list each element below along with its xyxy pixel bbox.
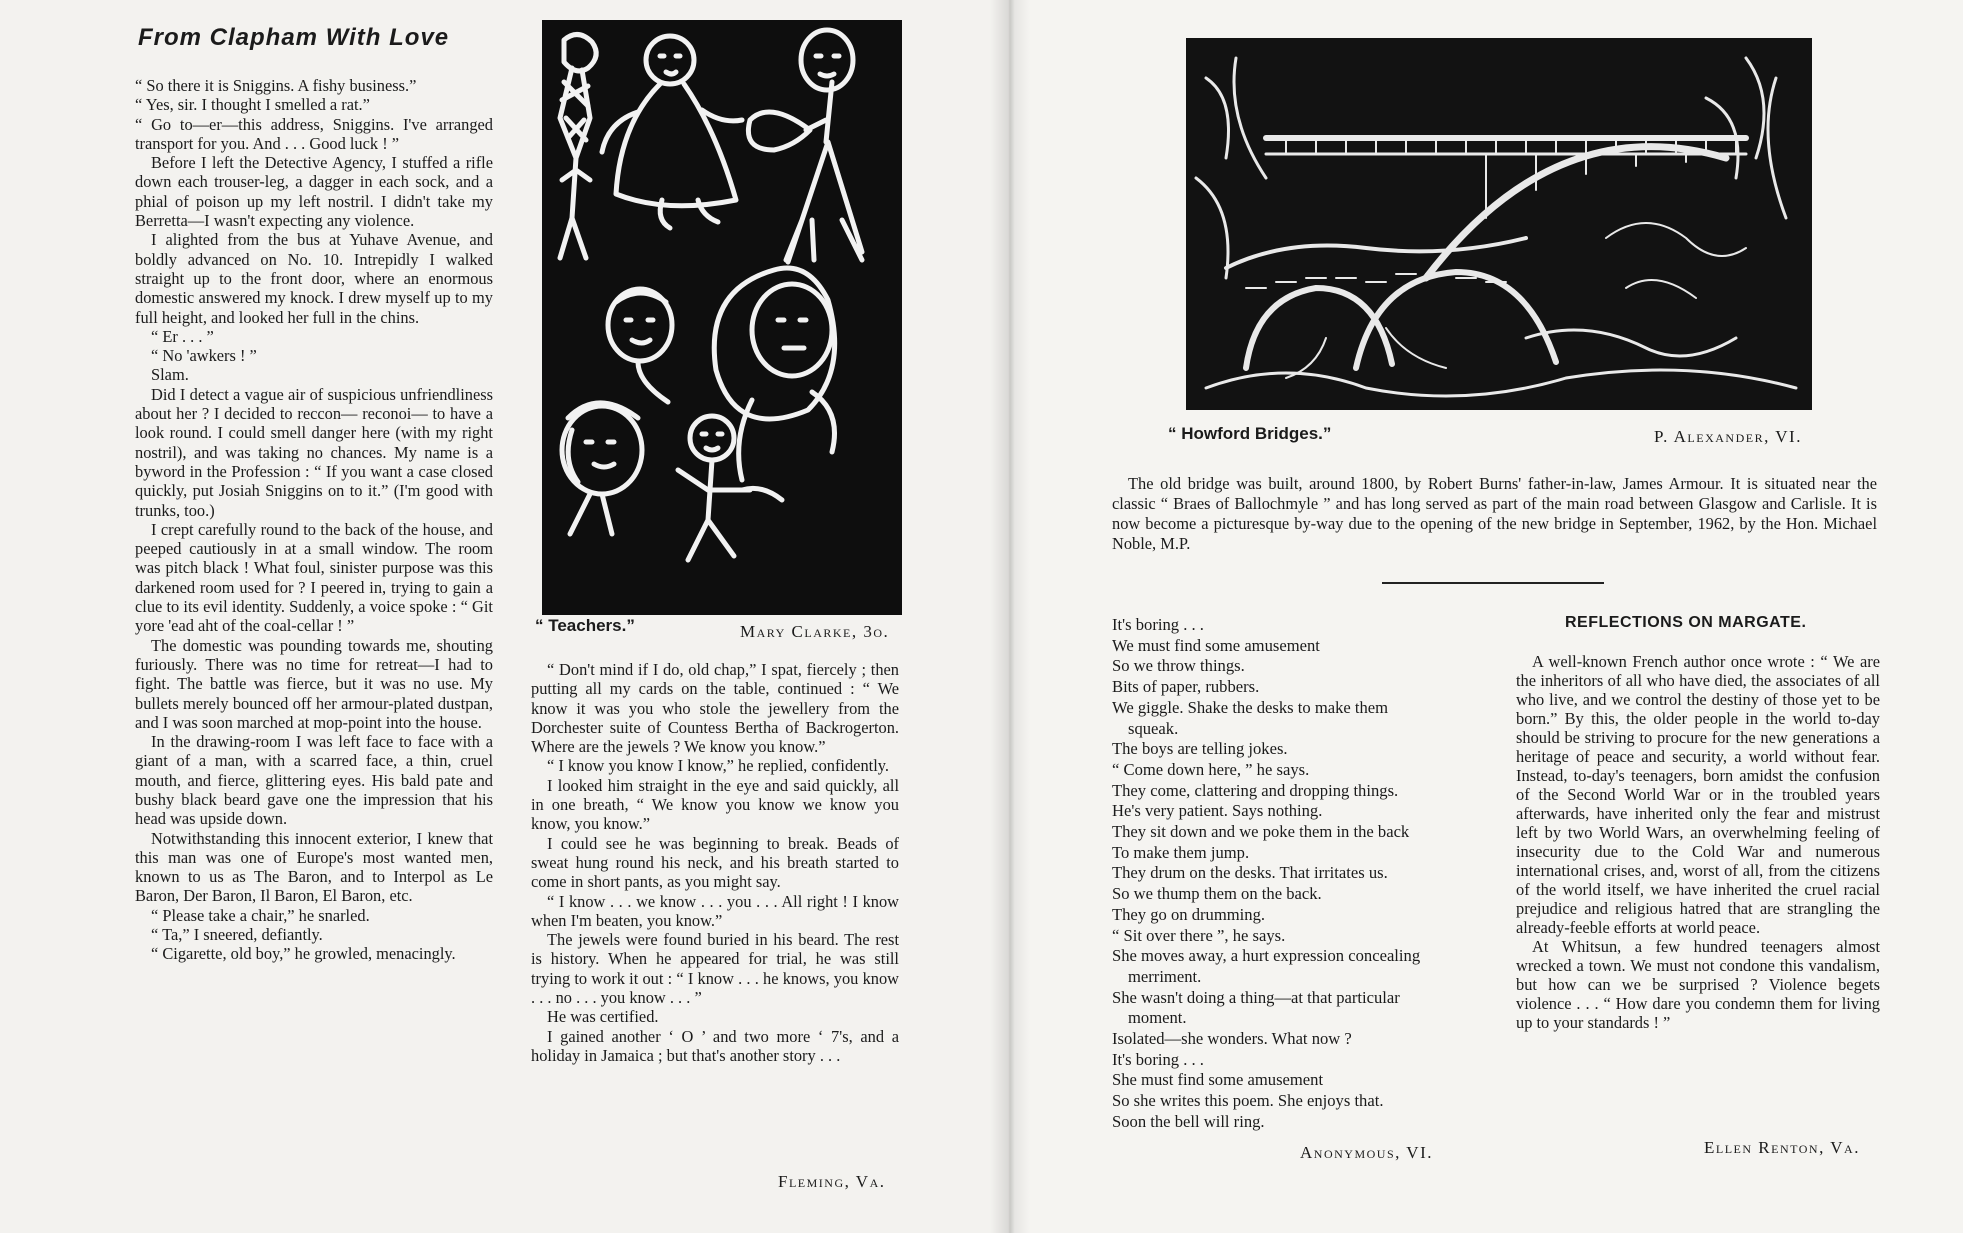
poem-line: She wasn't doing a thing—at that particular	[1112, 987, 1400, 1007]
story-paragraph: Before I left the Detective Agency, I stuffed a rifle down each trouser-leg, a dagger in each sock, and a phial of poison up my left nostril. I didn't take my Berretta—I wasn't expecting any violence.	[135, 153, 493, 231]
teachers-author: Mary Clarke, 3o.	[740, 622, 890, 641]
story-paragraph: “ So there it is Sniggins. A fishy business.”	[135, 76, 417, 95]
poem-line: squeak.	[1128, 718, 1179, 738]
poem-line: merriment.	[1128, 966, 1202, 986]
poem	[1112, 615, 1484, 1133]
poem-line: So we throw things.	[1112, 656, 1245, 676]
essay-author: Ellen Renton, Va.	[1704, 1138, 1860, 1157]
poem-line: moment.	[1128, 1008, 1187, 1028]
bridges-author: P. Alexander, VI.	[1654, 427, 1802, 446]
story-paragraph: Slam.	[151, 365, 189, 385]
poem-line: They sit down and we poke them in the back	[1112, 822, 1410, 842]
story-paragraph: Did I detect a vague air of suspicious unfriendliness about her ? I decided to reccon— reconoi— to have a look round. I could smell danger here (with my right nostril), and was taking no chances. My name is a byword in the Profession : “ If you want a case closed quickly, put Josiah Sniggins on to it.” (I'm good with trunks, too.)	[135, 384, 493, 520]
howford-bridges-illustration	[1186, 38, 1812, 410]
poem-line: To make them jump.	[1112, 842, 1250, 862]
poem-line: She moves away, a hurt expression concealing	[1112, 946, 1421, 966]
section-divider	[1382, 582, 1604, 584]
story-paragraph: “ Ta,” I sneered, defiantly.	[151, 925, 323, 945]
story-paragraph: I alighted from the bus at Yuhave Avenue, and boldly advanced on No. 10. Intrepidly I walked straight up to the front door, where an enormous domestic answered my knock. I drew myself up to my full height, and looked her full in the chins.	[135, 230, 493, 327]
story-paragraph: “ Er . . . ”	[151, 326, 214, 346]
essay-paragraph: A well-known French author once wrote : “ We are the inheritors of all who have died, the associates of all who live, and we control the destiny of those yet to be born.” By this, the older people in the world to-day should be striving to procure for the new generations a heritage of peace and security, a world without fear. Instead, to-day's teenagers, born amidst the confusion of the Second World War or in the troubled years afterwards, have inherited only the fear and mistrust left by two World Wars, an overwhelming feeling of insecurity due to the Cold War and numerous international crises, and, worst of all, from the citizens of the world itself, we have inherited the cruel racial prejudice and religious hatred that are strangling the already-feeble efforts at world peace.	[1516, 652, 1880, 937]
right-page	[1008, 0, 1963, 1233]
story-paragraph: “ No 'awkers ! ”	[151, 346, 257, 366]
poem-author: Anonymous, VI.	[1300, 1143, 1433, 1162]
bridges-description	[1112, 474, 1877, 554]
story-paragraph: “ Yes, sir. I thought I smelled a rat.”	[135, 95, 370, 115]
bridges-paragraph: The old bridge was built, around 1800, by Robert Burns' father-in-law, James Armour. It is situated near the classic “ Braes of Ballochmyle ” and has long served as part of the main road between Glasgow and Carlisle. It is now become a picturesque by-way due to the opening of the new bridge in September, 1962, by the Hon. Michael Noble, M.P.	[1112, 474, 1877, 553]
story-paragraph: “ I know . . . we know . . . you . . . All right ! I know when I'm beaten, you know.”	[531, 891, 899, 930]
poem-line: The boys are telling jokes.	[1112, 739, 1288, 759]
story-paragraph: “ Don't mind if I do, old chap,” I spat, fiercely ; then putting all my cards on the table, continued : “ We know it was you who stole the jewellery from the Dorchester suite of Countess Bertha of Backrogerton. Where are the jewels ? We know you know.”	[531, 660, 899, 757]
poem-line: So we thump them on the back.	[1112, 884, 1322, 904]
story-paragraph: “ I know you know I know,” he replied, confidently.	[547, 756, 889, 776]
bridges-woodcut-drawing	[1186, 38, 1812, 410]
story-paragraph: I gained another ‘ O ’ and two more ‘ 7's, and a holiday in Jamaica ; but that's another story . . .	[531, 1026, 899, 1065]
story-paragraph: He was certified.	[547, 1007, 659, 1027]
story-paragraph: “ Please take a chair,” he snarled.	[151, 905, 370, 925]
story-paragraph: I could see he was beginning to break. Beads of sweat hung round his neck, and his breath started to come in short pants, as you might say.	[531, 833, 899, 892]
story-paragraph: The jewels were found buried in his beard. The rest is history. When he appeared for trial, he was still trying to work it out : “ I know . . . he knows, you know . . . no . . . you know . . . ”	[531, 930, 899, 1008]
story-paragraph: I crept carefully round to the back of the house, and peeped cautiously in at a small window. The room was pitch black ! What foul, sinister purpose was this darkened room used for ? I peered in, trying to gain a clue to its evil identity. Suddenly, a voice spoke : “ Git yore 'ead aht of the coal-cellar ! ”	[135, 519, 493, 636]
poem-line: He's very patient. Says nothing.	[1112, 801, 1323, 821]
story-author: Fleming, Va.	[778, 1172, 886, 1191]
story-paragraph: “ Cigarette, old boy,” he growled, menacingly.	[151, 944, 456, 964]
poem-line: We giggle. Shake the desks to make them	[1112, 697, 1389, 717]
poem-line: They come, clattering and dropping things.	[1112, 780, 1399, 800]
essay-heading: REFLECTIONS ON MARGATE.	[1565, 614, 1807, 631]
poem-line: It's boring . . .	[1112, 615, 1204, 634]
story-column-2	[531, 660, 899, 1065]
story-title: From Clapham With Love	[138, 24, 450, 51]
poem-line: Isolated—she wonders. What now ?	[1112, 1029, 1352, 1049]
teachers-illustration	[542, 20, 902, 615]
poem-line: Bits of paper, rubbers.	[1112, 677, 1260, 697]
poem-line: So she writes this poem. She enjoys that.	[1112, 1091, 1384, 1111]
story-paragraph: I looked him straight in the eye and said quickly, all in one breath, “ We know you know we know you know, you know.”	[531, 775, 899, 834]
story-column-1	[135, 76, 493, 964]
essay-column	[1516, 652, 1880, 1032]
poem-line: She must find some amusement	[1112, 1070, 1324, 1090]
story-paragraph: In the drawing-room I was left face to face with a giant of a man, with a scarred face, a thin, cruel mouth, and fierce, glittering eyes. His bald pate and bushy black beard gave one the impression that his head was upside down.	[135, 732, 493, 829]
story-paragraph: The domestic was pounding towards me, shouting furiously. There was no time for retreat—I had to fight. The battle was fierce, but it was no use. My bullets merely bounced off her armour-plated dustpan, and I was soon marched at mop-point into the house.	[135, 635, 493, 732]
essay-paragraph: At Whitsun, a few hundred teenagers almost wrecked a town. We must not condone this vandalism, but how can we be surprised ? Violence begets violence . . . “ How dare you condemn them for living up to your standards ! ”	[1516, 937, 1880, 1032]
teachers-caption: “ Teachers.”	[535, 616, 635, 635]
poem-line: “ Come down here, ” he says.	[1112, 759, 1310, 779]
story-paragraph: “ Go to—er—this address, Sniggins. I've arranged transport for you. And . . . Good luck ! ”	[135, 114, 493, 153]
poem-line: Soon the bell will ring.	[1112, 1111, 1265, 1131]
poem-line: It's boring . . .	[1112, 1049, 1204, 1069]
poem-line: We must find some amusement	[1112, 635, 1320, 655]
poem-line: They drum on the desks. That irritates us.	[1112, 863, 1388, 883]
poem-line: “ Sit over there ”, he says.	[1112, 925, 1286, 945]
teachers-linocut-drawing	[542, 20, 902, 615]
bridges-caption: “ Howford Bridges.”	[1168, 424, 1332, 443]
story-paragraph: Notwithstanding this innocent exterior, I knew that this man was one of Europe's most wanted men, known to us as The Baron, and to Interpol as Le Baron, Der Baron, Il Baron, El Baron, etc.	[135, 828, 493, 906]
poem-line: They go on drumming.	[1112, 904, 1266, 924]
